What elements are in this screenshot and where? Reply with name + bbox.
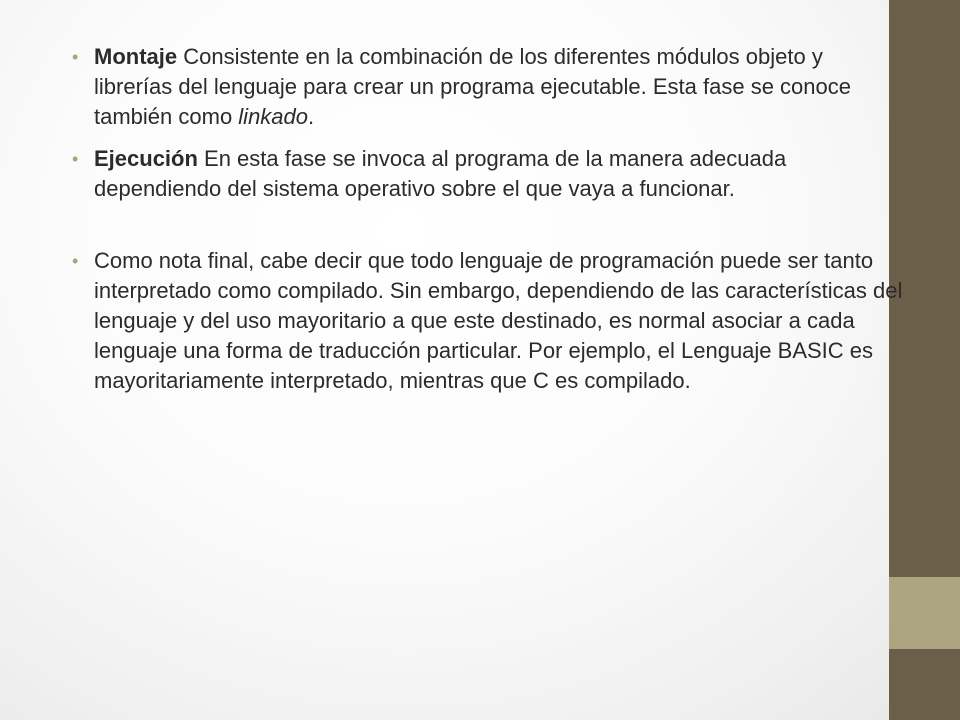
bullet-tail: . — [308, 104, 315, 129]
bullet-dot-icon: • — [72, 47, 79, 67]
bullet-italic-term: linkado — [238, 104, 309, 129]
bullet-term: Montaje — [94, 44, 178, 69]
bullet-dot-icon: • — [72, 149, 79, 169]
bullet-text: Como nota final, cabe decir que todo lenguaje de programación puede ser tanto interpretado como compilado. Sin embargo, dependiendo de las características del lenguaje y del uso mayoritario a que este destinado, es normal asociar a cada lenguaje una forma de traducción particular. Por ejemplo, el Lenguaje BASIC es mayoritariamente interpretado, mientras que C es compilado. — [94, 248, 903, 393]
bullet-ejecucion — [72, 144, 894, 204]
bullet-text: En esta fase se invoca al programa de la manera adecuada dependiendo del sistema operativo sobre el que vaya a funcionar. — [94, 146, 787, 201]
decorative-sidebar-band — [889, 577, 960, 649]
bullet-text: Consistente en la combinación de los diferentes módulos objeto y librerías del lenguaje para crear un programa ejecutable. Esta fase se conoce también como — [94, 44, 852, 129]
bullet-nota-final — [72, 246, 924, 396]
bullet-term: Ejecución — [94, 146, 198, 171]
bullet-montaje — [72, 42, 894, 132]
bullet-dot-icon: • — [72, 251, 79, 271]
slide-content — [72, 42, 912, 396]
